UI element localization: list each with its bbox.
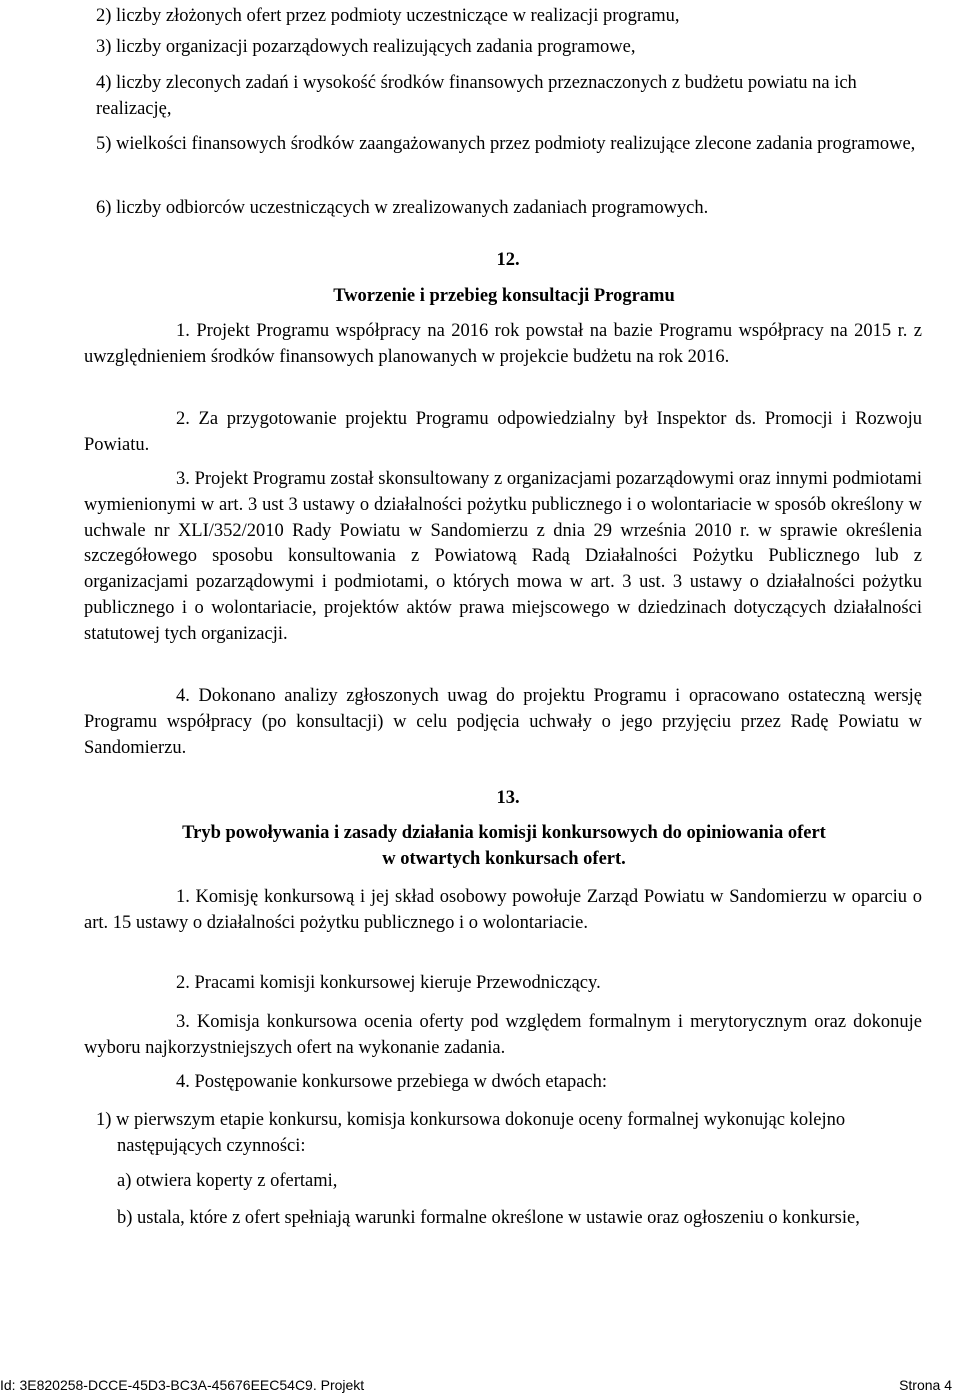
list-item: 4) liczby zleconych zadań i wysokość środków finansowych przeznaczonych z budżetu powiatu na ich realizację, <box>96 73 857 119</box>
list-item: 3) liczby organizacji pozarządowych realizujących zadania programowe, <box>96 37 636 57</box>
list-item: 6) liczby odbiorców uczestniczących w zrealizowanych zadaniach programowych. <box>96 198 709 218</box>
list-item: a) otwiera koperty z ofertami, <box>117 1171 338 1191</box>
section-title: Tworzenie i przebieg konsultacji Programu <box>333 286 675 306</box>
paragraph: 2. Pracami komisji konkursowej kieruje Przewodniczący. <box>176 973 601 993</box>
page-number: Strona 4 <box>899 1377 952 1393</box>
paragraph: 1. Komisję konkursową i jej skład osobowy powołuje Zarząd Powiatu w Sandomierzu w oparciu o art. 15 ustawy o działalności pożytku publicznego i o wolontariacie. <box>84 887 922 933</box>
section-title: Tryb powoływania i zasady działania komisji konkursowych do opiniowania ofert <box>182 823 826 843</box>
section-number: 13. <box>496 788 520 808</box>
list-item: 1) w pierwszym etapie konkursu, komisja konkursowa dokonuje oceny formalnej wykonując kolejno następujących czynności: <box>96 1110 846 1156</box>
list-item: b) ustala, które z ofert spełniają warunki formalne określone w ustawie oraz ogłoszeniu o konkursie, <box>117 1208 860 1228</box>
paragraph: 4. Postępowanie konkursowe przebiega w dwóch etapach: <box>176 1072 608 1092</box>
paragraph: 1. Projekt Programu współpracy na 2016 rok powstał na bazie Programu współpracy na 2015 r. z uwzględnieniem środków finansowych planowanych w projekcie budżetu na rok 2016. <box>84 321 922 367</box>
paragraph: 2. Za przygotowanie projektu Programu odpowiedzialny był Inspektor ds. Promocji i Rozwoju Powiatu. <box>84 409 922 455</box>
paragraph: 3. Komisja konkursowa ocenia oferty pod względem formalnym i merytorycznym oraz dokonuje wyboru najkorzystniejszych ofert na wykonanie zadania. <box>84 1012 922 1058</box>
paragraph: 4. Dokonano analizy zgłoszonych uwag do projektu Programu i opracowano ostateczną wersję Programu współpracy (po konsultacji) w celu podjęcia uchwały o jego przyjęciu przez Radę Powiatu w Sandomierzu. <box>84 686 922 758</box>
section-number: 12. <box>496 250 520 270</box>
section-title-continued: w otwartych konkursach ofert. <box>382 849 626 869</box>
paragraph: 3. Projekt Programu został skonsultowany z organizacjami pozarządowymi oraz innymi podmiotami wymienionymi w art. 3 ust 3 ustawy o działalności pożytku publicznego i o wolontariacie w sposób określony w uchwale nr XLI/352/2010 Rady Powiatu w Sandomierzu z dnia 29 września 2010 r. w sprawie określenia szczegółowego sposobu konsultowania z Powiatową Radą Działalności Pożytku Publicznego lub z organizacjami pozarządowymi i podmiotami, o których mowa w art. 3 ust. 3 ustawy o działalności pożytku publicznego i o wolontariacie, projektów aktów prawa miejscowego w dziedzinach dotyczących działalności statutowej tych organizacji. <box>84 469 922 644</box>
list-item: 2) liczby złożonych ofert przez podmioty uczestniczące w realizacji programu, <box>96 6 680 26</box>
list-item: 5) wielkości finansowych środków zaangażowanych przez podmioty realizujące zlecone zadania programowe, <box>96 134 916 154</box>
document-id: Id: 3E820258-DCCE-45D3-BC3A-45676EEC54C9. Projekt <box>0 1377 365 1393</box>
